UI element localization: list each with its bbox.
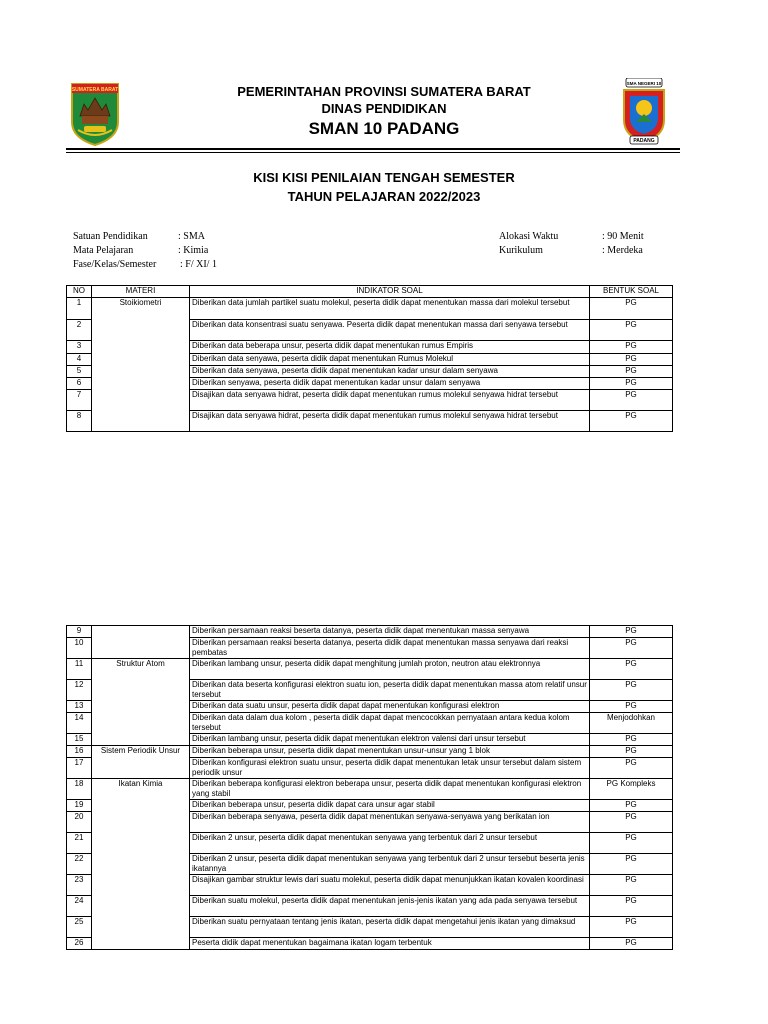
table-row bbox=[67, 746, 673, 758]
row-materi: Sistem Periodik Unsur bbox=[92, 746, 190, 779]
row-number: 21 bbox=[67, 833, 92, 854]
row-indikator: Diberikan konfigurasi elektron suatu unsur, peserta didik dapat menentukan letak unsur tersebut dalam sistem periodik unsur bbox=[190, 758, 590, 779]
meta-value-satuan: : SMA bbox=[178, 231, 205, 242]
document-subtitle: TAHUN PELAJARAN 2022/2023 bbox=[287, 189, 481, 204]
row-indikator: Diberikan data senyawa, peserta didik dapat menentukan Rumus Molekul bbox=[190, 354, 590, 366]
row-bentuk-soal: PG bbox=[590, 341, 673, 354]
row-number: 15 bbox=[67, 734, 92, 746]
row-number: 5 bbox=[67, 366, 92, 378]
row-number: 12 bbox=[67, 680, 92, 701]
table-row bbox=[67, 626, 673, 638]
row-indikator: Disajikan gambar struktur lewis dari suatu molekul, peserta didik dapat menunjukkan ikatan kovalen koordinasi bbox=[190, 875, 590, 896]
row-materi: Ikatan Kimia bbox=[92, 779, 190, 950]
meta-value-mapel: : Kimia bbox=[178, 245, 209, 256]
header-department: DINAS PENDIDIKAN bbox=[321, 101, 447, 116]
row-bentuk-soal: PG bbox=[590, 366, 673, 378]
row-bentuk-soal: PG bbox=[590, 298, 673, 320]
row-number: 11 bbox=[67, 659, 92, 680]
row-indikator: Diberikan data suatu unsur, peserta didik dapat dapat menentukan konfigurasi elektron bbox=[190, 701, 590, 713]
row-indikator: Diberikan data senyawa, peserta didik dapat menentukan kadar unsur dalam senyawa bbox=[190, 366, 590, 378]
row-bentuk-soal: PG bbox=[590, 680, 673, 701]
row-bentuk-soal: PG bbox=[590, 800, 673, 812]
header-materi: MATERI bbox=[92, 286, 190, 298]
row-number: 7 bbox=[67, 390, 92, 411]
row-number: 10 bbox=[67, 638, 92, 659]
row-indikator: Diberikan beberapa unsur, peserta didik dapat cara unsur agar stabil bbox=[190, 800, 590, 812]
row-indikator: Diberikan persamaan reaksi beserta datanya, peserta didik dapat menentukan massa senyawa bbox=[190, 626, 590, 638]
row-bentuk-soal: PG bbox=[590, 659, 673, 680]
table-row bbox=[67, 779, 673, 800]
row-bentuk-soal: PG bbox=[590, 411, 673, 432]
meta-label-mapel: Mata Pelajaran bbox=[73, 245, 134, 256]
row-bentuk-soal: PG bbox=[590, 854, 673, 875]
header-no: NO bbox=[67, 286, 92, 298]
row-bentuk-soal: PG Kompleks bbox=[590, 779, 673, 800]
row-number: 19 bbox=[67, 800, 92, 812]
row-indikator: Diberikan 2 unsur, peserta didik dapat menentukan senyawa yang terbentuk dari 2 unsur tersebut bbox=[190, 833, 590, 854]
row-indikator: Peserta didik dapat menentukan bagaimana ikatan logam terbentuk bbox=[190, 938, 590, 950]
document-title: KISI KISI PENILAIAN TENGAH SEMESTER bbox=[253, 170, 515, 185]
table-header-row bbox=[67, 286, 673, 298]
row-indikator: Diberikan 2 unsur, peserta didik dapat menentukan senyawa yang terbentuk dari 2 unsur tersebut beserta jenis ikatannya bbox=[190, 854, 590, 875]
row-indikator: Diberikan lambang unsur, peserta didik dapat menentukan elektron valensi dari unsur tersebut bbox=[190, 734, 590, 746]
row-indikator: Diberikan data konsentrasi suatu senyawa. Peserta didik dapat menentukan massa dari senyawa tersebut bbox=[190, 320, 590, 341]
row-number: 4 bbox=[67, 354, 92, 366]
row-number: 25 bbox=[67, 917, 92, 938]
meta-label-fase: Fase/Kelas/Semester bbox=[73, 259, 157, 270]
row-indikator: Diberikan data dalam dua kolom , peserta didik dapat dapat mencocokkan pernyataan antara kedua kolom tersebut bbox=[190, 713, 590, 734]
header-divider bbox=[66, 148, 680, 150]
row-bentuk-soal: PG bbox=[590, 626, 673, 638]
row-bentuk-soal: PG bbox=[590, 917, 673, 938]
svg-text:SMA NEGERI 10: SMA NEGERI 10 bbox=[626, 81, 662, 86]
header-bentuk: BENTUK SOAL bbox=[590, 286, 673, 298]
row-indikator: Disajikan data senyawa hidrat, peserta didik dapat menentukan rumus molekul senyawa hidrat tersebut bbox=[190, 390, 590, 411]
row-bentuk-soal: PG bbox=[590, 354, 673, 366]
row-indikator: Diberikan beberapa konfigurasi elektron beberapa unsur, peserta didik dapat menentukan konfigurasi elektron yang stabil bbox=[190, 779, 590, 800]
row-bentuk-soal: PG bbox=[590, 701, 673, 713]
row-number: 23 bbox=[67, 875, 92, 896]
row-bentuk-soal: PG bbox=[590, 390, 673, 411]
row-bentuk-soal: PG bbox=[590, 378, 673, 390]
svg-text:SUMATERA BARAT: SUMATERA BARAT bbox=[71, 87, 119, 93]
row-number: 18 bbox=[67, 779, 92, 800]
row-number: 20 bbox=[67, 812, 92, 833]
row-bentuk-soal: PG bbox=[590, 638, 673, 659]
meta-value-kurikulum: : Merdeka bbox=[602, 245, 643, 256]
row-number: 2 bbox=[67, 320, 92, 341]
header-indikator: INDIKATOR SOAL bbox=[190, 286, 590, 298]
row-indikator: Diberikan lambang unsur, peserta didik dapat menghitung jumlah proton, neutron atau elektronnya bbox=[190, 659, 590, 680]
sumatera-barat-logo bbox=[70, 82, 120, 146]
row-number: 26 bbox=[67, 938, 92, 950]
row-bentuk-soal: PG bbox=[590, 938, 673, 950]
row-number: 6 bbox=[67, 378, 92, 390]
table-row bbox=[67, 298, 673, 320]
row-indikator: Diberikan suatu pernyataan tentang jenis ikatan, peserta didik dapat mengetahui jenis ikatan yang dimaksud bbox=[190, 917, 590, 938]
row-number: 16 bbox=[67, 746, 92, 758]
row-number: 3 bbox=[67, 341, 92, 354]
row-number: 13 bbox=[67, 701, 92, 713]
row-number: 17 bbox=[67, 758, 92, 779]
row-bentuk-soal: PG bbox=[590, 875, 673, 896]
row-bentuk-soal: PG bbox=[590, 833, 673, 854]
row-bentuk-soal: PG bbox=[590, 812, 673, 833]
header-school: SMAN 10 PADANG bbox=[308, 119, 460, 138]
row-number: 9 bbox=[67, 626, 92, 638]
row-bentuk-soal: PG bbox=[590, 746, 673, 758]
row-indikator: Diberikan data jumlah partikel suatu molekul, peserta didik dapat menentukan massa dari molekul tersebut bbox=[190, 298, 590, 320]
row-indikator: Diberikan senyawa, peserta didik dapat menentukan kadar unsur dalam senyawa bbox=[190, 378, 590, 390]
row-number: 24 bbox=[67, 896, 92, 917]
svg-text:PADANG: PADANG bbox=[633, 138, 655, 144]
kisi-kisi-table-part1 bbox=[66, 285, 673, 432]
row-materi bbox=[92, 626, 190, 659]
header-divider-thin bbox=[66, 152, 680, 153]
row-bentuk-soal: Menjodohkan bbox=[590, 713, 673, 734]
row-indikator: Diberikan beberapa unsur, peserta didik dapat menentukan unsur-unsur yang 1 blok bbox=[190, 746, 590, 758]
kisi-kisi-table-part2 bbox=[66, 625, 673, 950]
meta-value-fase: : F/ XI/ 1 bbox=[180, 259, 217, 270]
row-bentuk-soal: PG bbox=[590, 758, 673, 779]
row-materi: Struktur Atom bbox=[92, 659, 190, 746]
meta-label-satuan: Satuan Pendidikan bbox=[73, 231, 148, 242]
table-row bbox=[67, 659, 673, 680]
row-indikator: Diberikan beberapa senyawa, peserta didik dapat menentukan senyawa-senyawa yang berikatan ion bbox=[190, 812, 590, 833]
row-bentuk-soal: PG bbox=[590, 734, 673, 746]
row-number: 8 bbox=[67, 411, 92, 432]
row-bentuk-soal: PG bbox=[590, 320, 673, 341]
meta-value-alokasi: : 90 Menit bbox=[602, 231, 644, 242]
header-government: PEMERINTAHAN PROVINSI SUMATERA BARAT bbox=[237, 84, 531, 99]
row-materi: Stoikiometri bbox=[92, 298, 190, 432]
row-number: 1 bbox=[67, 298, 92, 320]
row-number: 22 bbox=[67, 854, 92, 875]
row-indikator: Diberikan data beberapa unsur, peserta didik dapat menentukan rumus Empiris bbox=[190, 341, 590, 354]
row-indikator: Disajikan data senyawa hidrat, peserta didik dapat menentukan rumus molekul senyawa hidrat tersebut bbox=[190, 411, 590, 432]
row-indikator: Diberikan suatu molekul, peserta didik dapat menentukan jenis-jenis ikatan yang ada pada senyawa tersebut bbox=[190, 896, 590, 917]
row-number: 14 bbox=[67, 713, 92, 734]
row-indikator: Diberikan data beserta konfigurasi elektron suatu ion, peserta didik dapat menentukan massa atom relatif unsur tersebut bbox=[190, 680, 590, 701]
meta-label-alokasi: Alokasi Waktu bbox=[499, 231, 559, 242]
row-bentuk-soal: PG bbox=[590, 896, 673, 917]
meta-label-kurikulum: Kurikulum bbox=[499, 245, 543, 256]
row-indikator: Diberikan persamaan reaksi beserta datanya, peserta didik dapat menentukan massa senyawa dari reaksi pembatas bbox=[190, 638, 590, 659]
